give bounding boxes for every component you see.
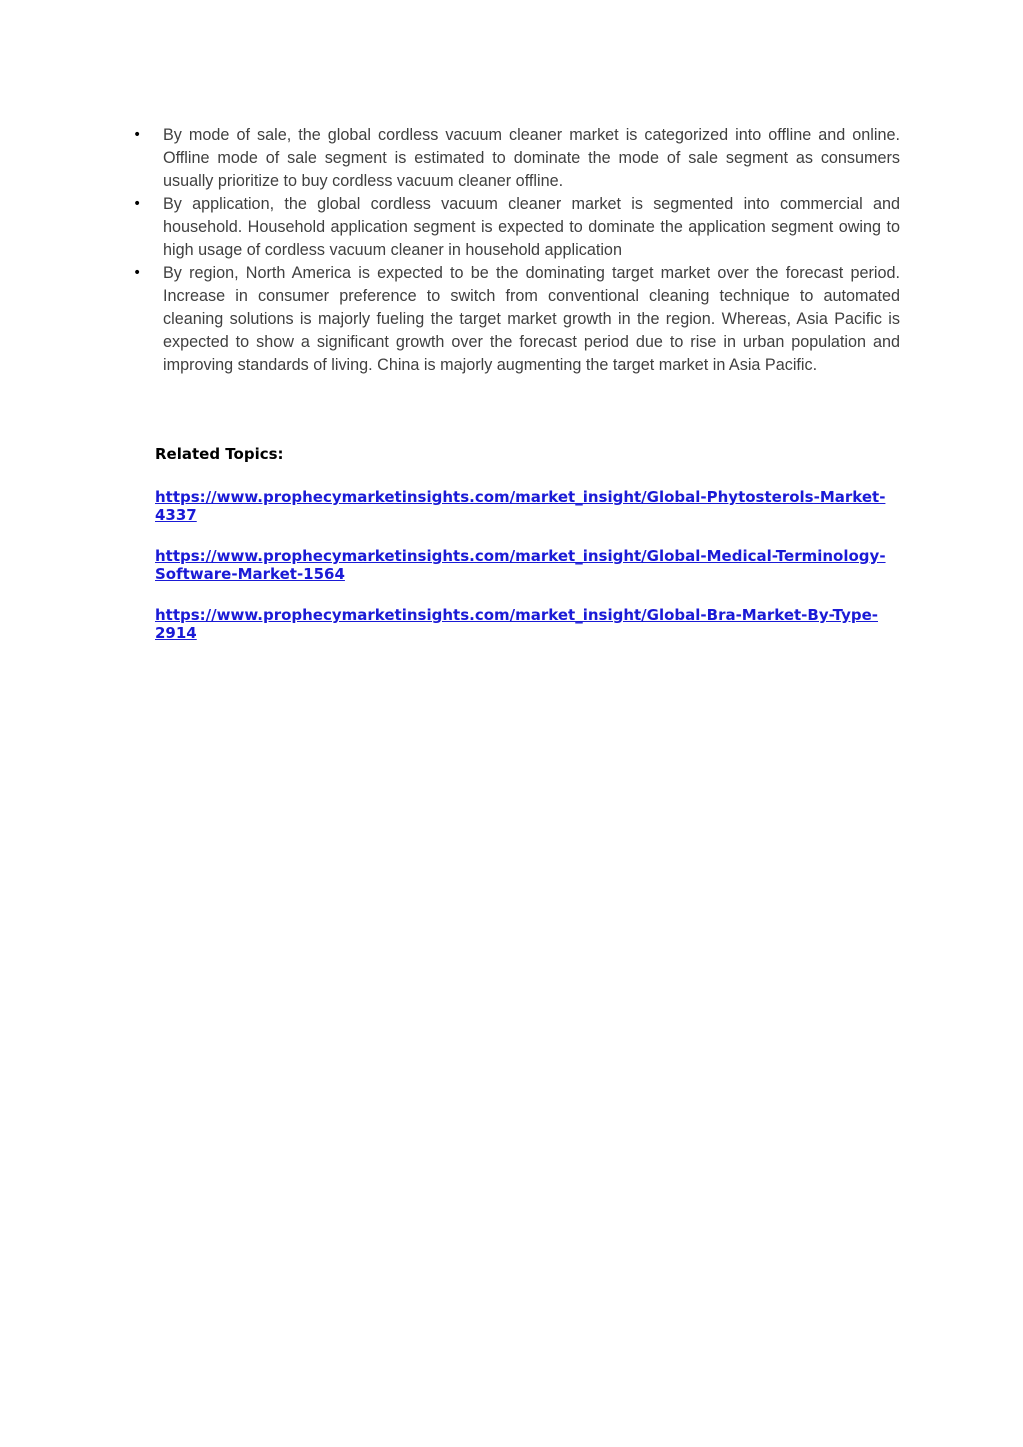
link-line: https://www.prophecymarketinsights.com/market_insight/Global-Phytosterols-Market- bbox=[155, 488, 886, 506]
link-line: 4337 bbox=[155, 506, 197, 524]
bullet-icon: • bbox=[133, 196, 142, 212]
related-link-medical-terminology[interactable] bbox=[155, 547, 900, 583]
bullet-list bbox=[133, 124, 900, 377]
link-line: https://www.prophecymarketinsights.com/market_insight/Global-Bra-Market-By-Type- bbox=[155, 606, 878, 624]
related-link-phytosterols[interactable] bbox=[155, 488, 900, 524]
bullet-item-region bbox=[133, 262, 900, 377]
bullet-text: By application, the global cordless vacuum cleaner market is segmented into commercial and household. Household application segment is expected to dominate the application segment owing to high usage of cordless vacuum cleaner in household application bbox=[163, 195, 900, 259]
bullet-item-mode-of-sale bbox=[133, 124, 900, 193]
bullet-item-application bbox=[133, 193, 900, 262]
bullet-text: By mode of sale, the global cordless vacuum cleaner market is categorized into offline and online. Offline mode of sale segment is estimated to dominate the mode of sale segment as consumers usually prioritize to buy cordless vacuum cleaner offline. bbox=[163, 126, 900, 190]
related-link-bra-market[interactable] bbox=[155, 606, 900, 642]
bullet-icon: • bbox=[133, 127, 142, 143]
link-line: 2914 bbox=[155, 624, 197, 642]
link-line: https://www.prophecymarketinsights.com/market_insight/Global-Medical-Terminology- bbox=[155, 547, 886, 565]
related-topics-heading: Related Topics: bbox=[155, 445, 284, 463]
link-line: Software-Market-1564 bbox=[155, 565, 345, 583]
bullet-text: By region, North America is expected to be the dominating target market over the forecast period. Increase in consumer preference to switch from conventional cleaning technique to automated cleaning solutions is majorly fueling the target market growth in the region. Whereas, Asia Pacific is expected to show a significant growth over the forecast period due to rise in urban population and improving standards of living. China is majorly augmenting the target market in Asia Pacific. bbox=[163, 264, 900, 374]
bullet-icon: • bbox=[133, 265, 142, 281]
